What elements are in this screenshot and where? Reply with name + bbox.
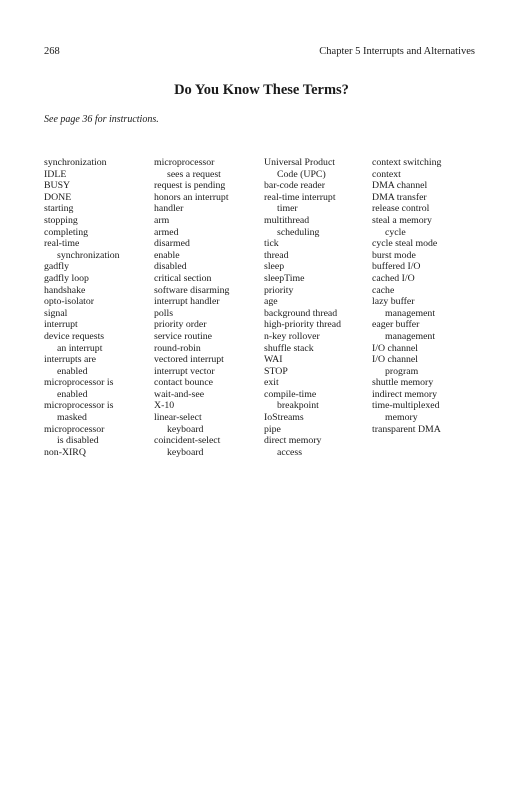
term-continuation: breakpoint — [277, 400, 319, 412]
term-text: multithread — [264, 214, 310, 226]
term-text: completing — [44, 226, 89, 238]
term-text: non-XIRQ — [44, 446, 86, 458]
term-text: sleepTime — [264, 272, 305, 284]
term-text: software disarming — [154, 284, 230, 296]
glossary-term — [372, 169, 441, 181]
glossary-term — [372, 273, 441, 285]
glossary-term — [44, 319, 120, 331]
term-continuation: scheduling — [277, 226, 320, 238]
glossary-term — [154, 180, 229, 192]
term-continuation: masked — [57, 412, 87, 424]
term-text: IDLE — [44, 168, 67, 180]
terms-column-3 — [264, 157, 341, 458]
glossary-term — [44, 331, 120, 354]
term-text: DONE — [44, 191, 72, 203]
glossary-term — [372, 203, 441, 215]
term-continuation: timer — [277, 203, 298, 215]
term-text: exit — [264, 377, 279, 389]
glossary-term — [372, 424, 441, 436]
term-text: BUSY — [44, 180, 71, 192]
glossary-term — [264, 250, 341, 262]
glossary-term — [264, 319, 341, 331]
glossary-term — [154, 215, 229, 227]
term-text: disabled — [154, 261, 187, 273]
glossary-term — [372, 261, 441, 273]
glossary-term — [264, 273, 341, 285]
glossary-term — [154, 343, 229, 355]
term-continuation: enabled — [57, 388, 88, 400]
term-text: microprocessor — [154, 157, 215, 168]
glossary-term — [372, 238, 441, 250]
term-text: thread — [264, 249, 289, 261]
glossary-term — [264, 435, 341, 458]
term-text: STOP — [264, 365, 288, 377]
term-text: device requests — [44, 330, 105, 342]
term-text: DMA transfer — [372, 191, 427, 203]
term-text: DMA channel — [372, 180, 428, 192]
glossary-term — [372, 157, 441, 169]
term-text: release control — [372, 203, 430, 215]
glossary-term — [372, 192, 441, 204]
term-text: enable — [154, 249, 180, 261]
term-text: background thread — [264, 307, 338, 319]
term-text: contact bounce — [154, 377, 214, 389]
terms-column-2 — [154, 157, 229, 458]
glossary-term — [372, 343, 441, 355]
glossary-term — [154, 377, 229, 389]
term-text: cycle steal mode — [372, 238, 438, 250]
term-continuation: program — [385, 365, 419, 377]
term-text: priority — [264, 284, 294, 296]
glossary-term — [154, 412, 229, 435]
glossary-term — [264, 354, 341, 366]
term-text: Universal Product — [264, 157, 336, 168]
chapter-header: Chapter 5 Interrupts and Alternatives — [319, 46, 475, 57]
glossary-term — [264, 192, 341, 215]
glossary-term — [44, 227, 120, 239]
glossary-term — [44, 308, 120, 320]
term-text: sleep — [264, 261, 285, 273]
term-text: WAI — [264, 354, 283, 366]
term-text: IoStreams — [264, 412, 304, 424]
term-text: round-robin — [154, 342, 201, 354]
term-text: time-multiplexed — [372, 400, 440, 412]
glossary-term — [264, 424, 341, 436]
term-text: interrupt — [44, 319, 78, 331]
glossary-term — [44, 157, 120, 169]
term-text: microprocessor — [44, 423, 105, 435]
glossary-term — [264, 261, 341, 273]
term-text: arm — [154, 214, 170, 226]
glossary-term — [44, 203, 120, 215]
glossary-term — [154, 354, 229, 366]
term-text: disarmed — [154, 238, 190, 250]
term-text: indirect memory — [372, 388, 438, 400]
term-text: real-time — [44, 238, 80, 250]
term-text: priority order — [154, 319, 207, 331]
glossary-term — [44, 400, 120, 423]
term-text: age — [264, 296, 278, 308]
glossary-term — [154, 435, 229, 458]
terms-column-1 — [44, 157, 120, 458]
glossary-term — [154, 366, 229, 378]
term-text: n-key rollover — [264, 330, 320, 342]
page-number: 268 — [44, 46, 60, 57]
term-continuation: management — [385, 307, 436, 319]
running-header — [44, 46, 475, 60]
term-text: coincident-select — [154, 435, 221, 447]
instructions-note: See page 36 for instructions. — [44, 114, 159, 125]
glossary-term — [44, 285, 120, 297]
glossary-term — [44, 192, 120, 204]
glossary-term — [372, 354, 441, 377]
glossary-term — [44, 180, 120, 192]
term-text: burst mode — [372, 249, 416, 261]
term-text: armed — [154, 226, 179, 238]
term-text: high-priority thread — [264, 319, 341, 331]
term-text: microprocessor is — [44, 377, 114, 389]
glossary-term — [44, 447, 120, 459]
term-text: vectored interrupt — [154, 354, 224, 366]
glossary-term — [372, 389, 441, 401]
glossary-term — [154, 273, 229, 285]
glossary-term — [44, 273, 120, 285]
term-text: interrupts are — [44, 354, 96, 366]
term-text: context switching — [372, 157, 442, 168]
glossary-term — [372, 250, 441, 262]
glossary-term — [44, 377, 120, 400]
glossary-term — [264, 389, 341, 412]
term-text: opto-isolator — [44, 296, 95, 308]
term-text: polls — [154, 307, 174, 319]
term-continuation: synchronization — [57, 249, 120, 261]
term-continuation: keyboard — [167, 446, 204, 458]
term-continuation: is disabled — [57, 435, 99, 447]
term-text: context — [372, 168, 401, 180]
term-text: shuttle memory — [372, 377, 434, 389]
term-text: cached I/O — [372, 272, 415, 284]
term-text: cache — [372, 284, 395, 296]
term-text: I/O channel — [372, 354, 418, 366]
term-text: pipe — [264, 423, 281, 435]
term-text: gadfly loop — [44, 272, 89, 284]
glossary-term — [154, 308, 229, 320]
glossary-term — [44, 261, 120, 273]
term-text: interrupt handler — [154, 296, 220, 308]
term-text: linear-select — [154, 412, 202, 424]
term-continuation: management — [385, 330, 436, 342]
glossary-term — [372, 377, 441, 389]
glossary-term — [154, 285, 229, 297]
term-text: shuffle stack — [264, 342, 314, 354]
term-text: direct memory — [264, 435, 322, 447]
term-text: handshake — [44, 284, 86, 296]
glossary-term — [154, 319, 229, 331]
term-continuation: enabled — [57, 365, 88, 377]
glossary-term — [154, 389, 229, 401]
term-text: synchronization — [44, 157, 107, 168]
glossary-term — [154, 192, 229, 204]
glossary-term — [264, 308, 341, 320]
term-text: lazy buffer — [372, 296, 415, 308]
term-text: steal a memory — [372, 214, 432, 226]
glossary-term — [44, 354, 120, 377]
glossary-term — [264, 377, 341, 389]
glossary-term — [44, 296, 120, 308]
term-text: eager buffer — [372, 319, 420, 331]
term-text: stopping — [44, 214, 78, 226]
glossary-term — [44, 169, 120, 181]
term-continuation: sees a request — [167, 168, 221, 180]
glossary-term — [264, 366, 341, 378]
term-continuation: access — [277, 446, 303, 458]
glossary-term — [154, 227, 229, 239]
glossary-term — [372, 180, 441, 192]
term-text: X-10 — [154, 400, 175, 412]
section-title: Do You Know These Terms? — [174, 82, 349, 98]
term-text: starting — [44, 203, 74, 215]
term-continuation: keyboard — [167, 423, 204, 435]
glossary-term — [154, 331, 229, 343]
glossary-term — [264, 331, 341, 343]
glossary-term — [372, 215, 441, 238]
term-text: critical section — [154, 272, 212, 284]
term-text: tick — [264, 238, 279, 250]
term-text: handler — [154, 203, 184, 215]
term-text: gadfly — [44, 261, 70, 273]
glossary-term — [264, 285, 341, 297]
glossary-term — [264, 343, 341, 355]
term-continuation: an interrupt — [57, 342, 103, 354]
glossary-term — [154, 238, 229, 250]
term-continuation: memory — [385, 412, 418, 424]
term-text: request is pending — [154, 180, 226, 192]
glossary-term — [44, 238, 120, 261]
term-text: wait-and-see — [154, 388, 205, 400]
term-text: microprocessor is — [44, 400, 114, 412]
term-text: real-time interrupt — [264, 191, 336, 203]
term-text: service routine — [154, 330, 212, 342]
term-text: I/O channel — [372, 342, 418, 354]
glossary-term — [264, 180, 341, 192]
term-text: compile-time — [264, 388, 317, 400]
glossary-term — [372, 400, 441, 423]
glossary-term — [372, 285, 441, 297]
glossary-term — [44, 424, 120, 447]
term-text: honors an interrupt — [154, 191, 229, 203]
term-continuation: cycle — [385, 226, 406, 238]
glossary-term — [264, 215, 341, 238]
term-text: signal — [44, 307, 68, 319]
glossary-term — [264, 296, 341, 308]
glossary-term — [264, 412, 341, 424]
glossary-term — [154, 157, 229, 180]
term-text: transparent DMA — [372, 423, 441, 435]
glossary-term — [154, 250, 229, 262]
glossary-term — [154, 203, 229, 215]
term-continuation: Code (UPC) — [277, 168, 326, 180]
glossary-term — [44, 215, 120, 227]
glossary-term — [372, 319, 441, 342]
glossary-term — [154, 400, 229, 412]
term-text: buffered I/O — [372, 261, 421, 273]
glossary-term — [154, 296, 229, 308]
terms-column-4 — [372, 157, 441, 435]
glossary-term — [264, 157, 341, 180]
glossary-term — [264, 238, 341, 250]
term-text: interrupt vector — [154, 365, 215, 377]
term-text: bar-code reader — [264, 180, 325, 192]
glossary-term — [154, 261, 229, 273]
glossary-term — [372, 296, 441, 319]
